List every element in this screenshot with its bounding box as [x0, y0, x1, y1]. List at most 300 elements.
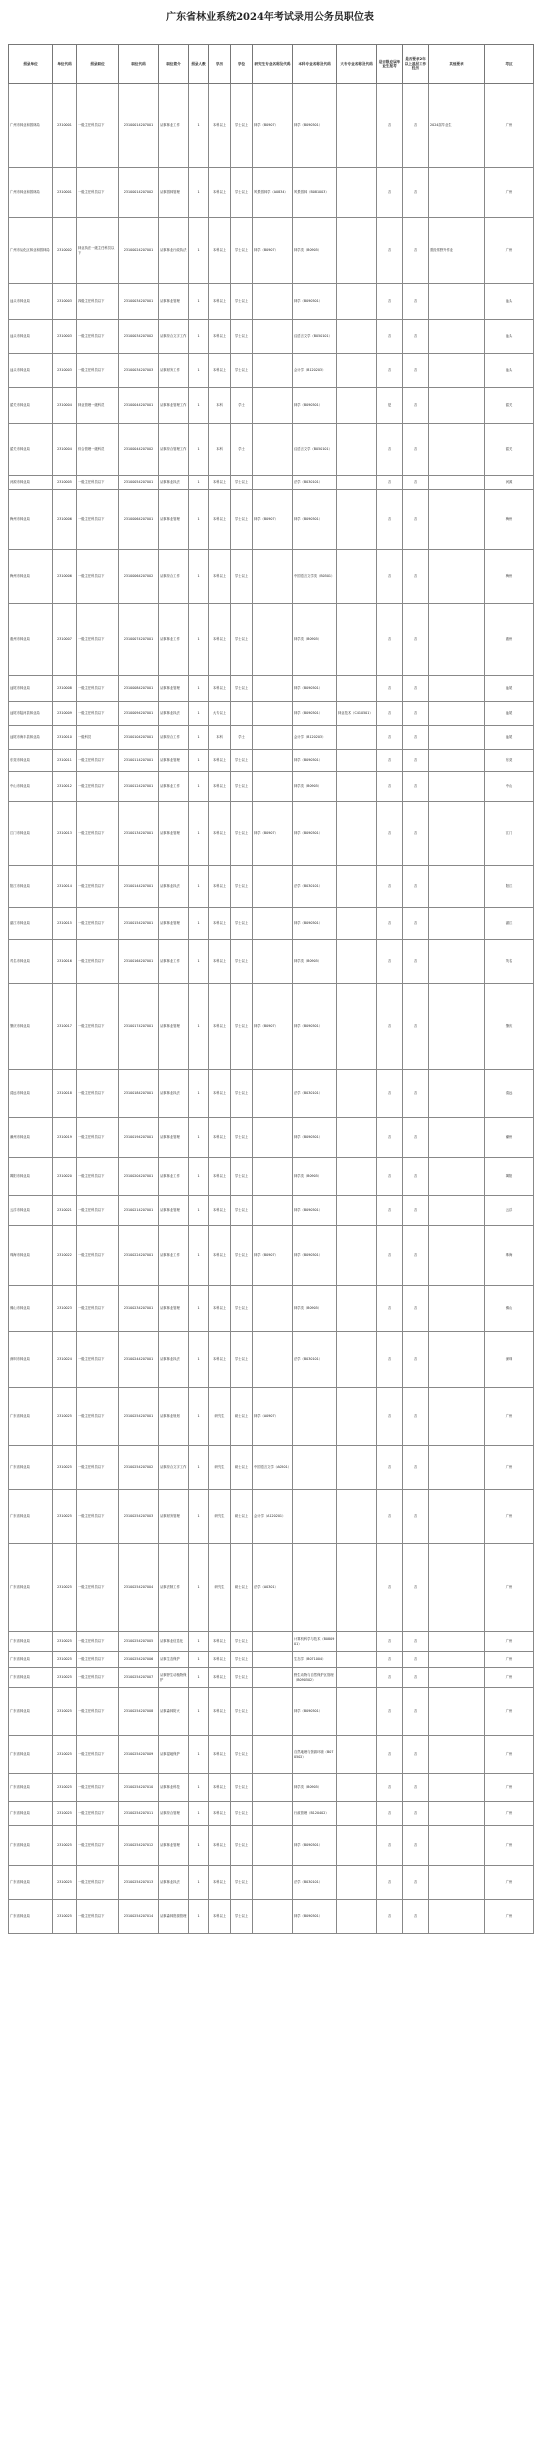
- cell-undergrad-major: [292, 354, 336, 388]
- cell-post: [76, 1668, 118, 1688]
- cell-count: [188, 1866, 208, 1900]
- cell-text: 23100174207001: [123, 1024, 154, 1029]
- cell-fresh-grad: [376, 284, 402, 320]
- cell-undergrad-major: [292, 866, 336, 908]
- table-row: [8, 424, 534, 476]
- cell-text: 2310009: [57, 711, 72, 716]
- cell-exam-area: [484, 1652, 534, 1668]
- cell-unit-code: [52, 1544, 76, 1632]
- cell-text: 一级主任科员以下: [78, 1465, 105, 1470]
- cell-post-code: [118, 1196, 158, 1226]
- cell-desc: [158, 1688, 188, 1736]
- cell-text: 广东省林业局: [10, 1785, 30, 1790]
- cell-text: 否: [413, 1709, 418, 1714]
- cell-other: [428, 750, 484, 772]
- cell-grassroots: [402, 1632, 428, 1652]
- cell-degree: [230, 772, 252, 802]
- cell-exam-area: [484, 1118, 534, 1158]
- cell-grassroots: [402, 1388, 428, 1446]
- cell-college-major: [336, 1446, 376, 1490]
- cell-count: [188, 1196, 208, 1226]
- cell-degree: [230, 1652, 252, 1668]
- cell-text: 否: [413, 403, 418, 408]
- cell-degree: [230, 1388, 252, 1446]
- cell-text: 东莞: [505, 758, 513, 763]
- cell-college-major: [336, 476, 376, 490]
- cell-undergrad-major: [292, 1632, 336, 1652]
- cell-post: [76, 750, 118, 772]
- cell-college-major: [336, 702, 376, 726]
- cell-fresh-grad: [376, 1866, 402, 1900]
- cell-text: 否: [387, 711, 392, 716]
- cell-unit: [8, 1774, 52, 1802]
- cell-college-major: [336, 802, 376, 866]
- cell-text: 2310003: [57, 299, 72, 304]
- cell-other: [428, 802, 484, 866]
- cell-count: [188, 1688, 208, 1736]
- cell-text: 一级主任科员以下: [78, 1514, 105, 1519]
- cell-text: 广州: [505, 190, 513, 195]
- cell-post: [76, 604, 118, 676]
- cell-undergrad-major: [292, 1070, 336, 1118]
- cell-text: 否: [387, 1811, 392, 1816]
- cell-text: 从事林业执法: [160, 884, 180, 889]
- cell-count: [188, 984, 208, 1070]
- cell-undergrad-major: [292, 476, 336, 490]
- cell-text: 云浮: [505, 1208, 513, 1213]
- cell-college-major: [336, 676, 376, 702]
- cell-text: 本科以上: [212, 1357, 227, 1362]
- cell-text: 2310025: [57, 1585, 72, 1590]
- cell-text: 1: [197, 1465, 200, 1470]
- cell-text: 佛山市林业局: [10, 1306, 30, 1311]
- cell-post-code: [118, 676, 158, 702]
- cell-text: 珠海市林业局: [10, 1253, 30, 1258]
- position-table: [8, 44, 534, 2448]
- cell-college-major: [336, 1866, 376, 1900]
- cell-desc: [158, 1774, 188, 1802]
- cell-text: 林学（B0907）: [254, 831, 278, 836]
- cell-text: 否: [387, 1414, 392, 1419]
- cell-text: 23100194207001: [123, 1135, 154, 1140]
- cell-college-major: [336, 1774, 376, 1802]
- cell-text: 2310015: [57, 921, 72, 926]
- cell-text: 学士以上: [234, 1306, 249, 1311]
- cell-post: [76, 1490, 118, 1544]
- cell-text: 本科以上: [212, 574, 227, 579]
- table-row: [8, 940, 534, 984]
- cell-undergrad-major: [292, 1900, 336, 1934]
- cell-text: 一级主任科员以下: [78, 517, 105, 522]
- cell-text: 一级主任科员以下: [78, 1091, 105, 1096]
- cell-education: [208, 388, 230, 424]
- cell-graduate-major: [252, 1826, 292, 1866]
- cell-post-code: [118, 1118, 158, 1158]
- cell-text: 林学类（B0905）: [294, 637, 322, 642]
- cell-text: 本科以上: [212, 1785, 227, 1790]
- cell-text: 江门: [505, 831, 513, 836]
- cell-undergrad-major: [292, 168, 336, 218]
- cell-education: [208, 84, 230, 168]
- cell-post: [76, 1544, 118, 1632]
- cell-other: [428, 1802, 484, 1826]
- cell-text: 1: [197, 1135, 200, 1140]
- cell-text: 否: [413, 1024, 418, 1029]
- cell-grassroots: [402, 604, 428, 676]
- cell-text: 否: [387, 1785, 392, 1790]
- cell-text: 一级科员: [78, 735, 92, 740]
- cell-text: 1: [197, 1639, 200, 1644]
- cell-education: [208, 802, 230, 866]
- cell-text: 2310003: [57, 368, 72, 373]
- cell-text: 野生动物与自然保护区管理（B090502）: [294, 1673, 334, 1682]
- cell-text: 一级主任科员以下: [78, 711, 105, 716]
- cell-post-code: [118, 354, 158, 388]
- cell-count: [188, 940, 208, 984]
- cell-desc: [158, 1286, 188, 1332]
- cell-graduate-major: [252, 476, 292, 490]
- cell-post-code: [118, 490, 158, 550]
- cell-text: 深圳: [505, 1357, 513, 1362]
- cell-other: [428, 354, 484, 388]
- table-row: [8, 702, 534, 726]
- cell-text: 林业执法一级主任科员以下: [78, 246, 115, 255]
- cell-text: 1: [197, 334, 200, 339]
- table-row: [8, 676, 534, 702]
- cell-grassroots: [402, 676, 428, 702]
- cell-unit: [8, 1668, 52, 1688]
- cell-text: 汕头: [505, 368, 513, 373]
- cell-text: 23100014207001: [123, 123, 154, 128]
- cell-unit-code: [52, 750, 76, 772]
- cell-text: 1: [197, 1208, 200, 1213]
- cell-undergrad-major: [292, 388, 336, 424]
- cell-desc: [158, 1866, 188, 1900]
- cell-other: [428, 424, 484, 476]
- cell-text: 硕士以上: [234, 1465, 249, 1470]
- cell-graduate-major: [252, 168, 292, 218]
- cell-text: 1: [197, 921, 200, 926]
- cell-count: [188, 1446, 208, 1490]
- cell-post: [76, 424, 118, 476]
- cell-post-code: [118, 84, 158, 168]
- cell-unit-code: [52, 218, 76, 284]
- cell-education: [208, 1490, 230, 1544]
- cell-grassroots: [402, 750, 428, 772]
- cell-text: 学士以上: [234, 784, 249, 789]
- cell-text: 否: [413, 1135, 418, 1140]
- cell-exam-area: [484, 1446, 534, 1490]
- table-row: [8, 1226, 534, 1286]
- cell-text: 否: [387, 299, 392, 304]
- cell-text: 梅州: [505, 517, 513, 522]
- cell-text: 本科: [216, 447, 223, 452]
- cell-text: 否: [387, 123, 392, 128]
- cell-unit-code: [52, 1688, 76, 1736]
- cell-fresh-grad: [376, 1774, 402, 1802]
- cell-exam-area: [484, 940, 534, 984]
- cell-text: 林学（B090501）: [294, 1208, 323, 1213]
- cell-post: [76, 320, 118, 354]
- cell-fresh-grad: [376, 750, 402, 772]
- cell-text: 惠州: [505, 637, 513, 642]
- cell-desc: [158, 84, 188, 168]
- cell-degree: [230, 1668, 252, 1688]
- cell-grassroots: [402, 550, 428, 604]
- cell-text: 从事财务工作: [160, 368, 180, 373]
- cell-college-major: [336, 84, 376, 168]
- cell-count: [188, 702, 208, 726]
- cell-college-major: [336, 354, 376, 388]
- cell-degree: [230, 1736, 252, 1774]
- table-row: [8, 284, 534, 320]
- cell-text: 一级主任科员以下: [78, 959, 105, 964]
- cell-text: 1: [197, 1843, 200, 1848]
- cell-text: 1: [197, 190, 200, 195]
- table-row: [8, 1490, 534, 1544]
- cell-text: 一级主任科员以下: [78, 1880, 105, 1885]
- cell-unit-code: [52, 320, 76, 354]
- cell-text: 从事林业工作: [160, 784, 180, 789]
- cell-text: 本科以上: [212, 784, 227, 789]
- cell-text: 林学（B0907）: [254, 1253, 278, 1258]
- cell-text: 一级主任科员以下: [78, 334, 105, 339]
- cell-text: 否: [387, 447, 392, 452]
- cell-exam-area: [484, 604, 534, 676]
- cell-other: [428, 1774, 484, 1802]
- cell-post: [76, 218, 118, 284]
- cell-text: 从事林业管理: [160, 831, 180, 836]
- cell-text: 23100254207010: [123, 1785, 154, 1790]
- cell-unit-code: [52, 940, 76, 984]
- cell-text: 学士: [238, 447, 245, 452]
- cell-text: 2310011: [57, 758, 72, 763]
- cell-degree: [230, 940, 252, 984]
- cell-text: 本科以上: [212, 921, 227, 926]
- cell-text: 2310008: [57, 686, 72, 691]
- cell-unit: [8, 284, 52, 320]
- header-col-unit-code: 单位代码: [52, 44, 76, 84]
- cell-post: [76, 354, 118, 388]
- table-row: [8, 84, 534, 168]
- cell-other: [428, 284, 484, 320]
- cell-text: 从事林业规划: [160, 1414, 180, 1419]
- cell-text: 1: [197, 758, 200, 763]
- cell-text: 本科: [216, 403, 223, 408]
- cell-fresh-grad: [376, 218, 402, 284]
- cell-graduate-major: [252, 726, 292, 750]
- cell-graduate-major: [252, 424, 292, 476]
- cell-text: 从事林业管理: [160, 517, 180, 522]
- cell-college-major: [336, 1652, 376, 1668]
- cell-text: 学士以上: [234, 334, 249, 339]
- cell-fresh-grad: [376, 1196, 402, 1226]
- cell-text: 学士: [238, 735, 245, 740]
- cell-graduate-major: [252, 1118, 292, 1158]
- cell-degree: [230, 168, 252, 218]
- cell-post: [76, 168, 118, 218]
- cell-text: 本科以上: [212, 1253, 227, 1258]
- cell-desc: [158, 1070, 188, 1118]
- cell-text: 河源市林业局: [10, 480, 30, 485]
- cell-text: 本科以上: [212, 334, 227, 339]
- cell-graduate-major: [252, 1070, 292, 1118]
- cell-text: 广州: [505, 1880, 513, 1885]
- cell-other: [428, 676, 484, 702]
- cell-text: 从事园林管理: [160, 190, 180, 195]
- cell-graduate-major: [252, 490, 292, 550]
- cell-exam-area: [484, 866, 534, 908]
- cell-post-code: [118, 702, 158, 726]
- cell-text: 广州: [505, 1414, 513, 1419]
- cell-text: 广州: [505, 1709, 513, 1714]
- cell-unit: [8, 424, 52, 476]
- cell-exam-area: [484, 354, 534, 388]
- cell-text: 否: [387, 368, 392, 373]
- table-row: [8, 1388, 534, 1446]
- cell-undergrad-major: [292, 908, 336, 940]
- cell-text: 学士: [238, 403, 245, 408]
- cell-text: 否: [387, 190, 392, 195]
- cell-grassroots: [402, 1866, 428, 1900]
- cell-text: 硕士以上: [234, 1414, 249, 1419]
- cell-text: 1: [197, 1657, 200, 1662]
- cell-graduate-major: [252, 1446, 292, 1490]
- cell-text: 汕头: [505, 334, 513, 339]
- cell-text: 林学（B090501）: [294, 711, 323, 716]
- cell-text: 否: [387, 1253, 392, 1258]
- cell-text: 2310025: [57, 1843, 72, 1848]
- cell-graduate-major: [252, 1652, 292, 1668]
- cell-exam-area: [484, 908, 534, 940]
- cell-unit-code: [52, 1196, 76, 1226]
- cell-text: 韶关: [505, 447, 513, 452]
- cell-unit-code: [52, 1802, 76, 1826]
- table-row: [8, 1070, 534, 1118]
- cell-text: 学士以上: [234, 1024, 249, 1029]
- cell-text: 广州市从化区林业和园林局: [10, 248, 50, 253]
- cell-education: [208, 1446, 230, 1490]
- cell-exam-area: [484, 168, 534, 218]
- cell-text: 一级主任科员以下: [78, 1811, 105, 1816]
- cell-text: 本科以上: [212, 123, 227, 128]
- cell-fresh-grad: [376, 1332, 402, 1388]
- cell-text: 学士以上: [234, 637, 249, 642]
- cell-count: [188, 1774, 208, 1802]
- table-row: [8, 1118, 534, 1158]
- cell-text: 否: [413, 921, 418, 926]
- cell-count: [188, 1632, 208, 1652]
- table-row: [8, 1652, 534, 1668]
- cell-post-code: [118, 1332, 158, 1388]
- cell-college-major: [336, 772, 376, 802]
- cell-undergrad-major: [292, 1802, 336, 1826]
- cell-text: 本科以上: [212, 1709, 227, 1714]
- cell-college-major: [336, 168, 376, 218]
- cell-text: 学士以上: [234, 1253, 249, 1258]
- cell-text: 1: [197, 831, 200, 836]
- cell-post: [76, 84, 118, 168]
- cell-college-major: [336, 1226, 376, 1286]
- cell-undergrad-major: [292, 490, 336, 550]
- cell-college-major: [336, 1826, 376, 1866]
- cell-degree: [230, 424, 252, 476]
- cell-text: 2310013: [57, 831, 72, 836]
- cell-other: [428, 1196, 484, 1226]
- cell-grassroots: [402, 320, 428, 354]
- cell-education: [208, 984, 230, 1070]
- cell-text: 1: [197, 711, 200, 716]
- cell-exam-area: [484, 1388, 534, 1446]
- table-row: [8, 1632, 534, 1652]
- cell-desc: [158, 1900, 188, 1934]
- cell-education: [208, 1118, 230, 1158]
- cell-unit-code: [52, 1736, 76, 1774]
- cell-desc: [158, 1736, 188, 1774]
- cell-text: 否: [413, 1514, 418, 1519]
- cell-post-code: [118, 866, 158, 908]
- cell-text: 否: [413, 1914, 418, 1919]
- cell-unit: [8, 984, 52, 1070]
- table-row: [8, 1196, 534, 1226]
- cell-text: 惠州市林业局: [10, 637, 30, 642]
- cell-grassroots: [402, 1900, 428, 1934]
- cell-text: 从事林业管理: [160, 758, 180, 763]
- cell-other: [428, 1286, 484, 1332]
- cell-desc: [158, 388, 188, 424]
- cell-text: 广州: [505, 1657, 513, 1662]
- cell-undergrad-major: [292, 1118, 336, 1158]
- cell-text: 东莞市林业局: [10, 758, 30, 763]
- cell-text: 否: [387, 1514, 392, 1519]
- cell-grassroots: [402, 218, 428, 284]
- cell-degree: [230, 750, 252, 772]
- cell-text: 23100084207001: [123, 686, 154, 691]
- cell-exam-area: [484, 1332, 534, 1388]
- cell-text: 林学类（B0905）: [294, 784, 322, 789]
- table-row: [8, 388, 534, 424]
- cell-unit-code: [52, 1866, 76, 1900]
- cell-text: 湛江: [505, 921, 513, 926]
- cell-text: 是: [387, 403, 392, 408]
- cell-fresh-grad: [376, 476, 402, 490]
- cell-text: 阳江: [505, 884, 513, 889]
- cell-graduate-major: [252, 354, 292, 388]
- cell-exam-area: [484, 702, 534, 726]
- cell-text: 一级主任科员以下: [78, 1208, 105, 1213]
- cell-fresh-grad: [376, 1286, 402, 1332]
- cell-college-major: [336, 1632, 376, 1652]
- cell-text: 硕士以上: [234, 1585, 249, 1590]
- cell-text: 2310001: [57, 190, 72, 195]
- cell-text: 否: [413, 1785, 418, 1790]
- cell-text: 否: [387, 637, 392, 642]
- cell-text: 否: [413, 1306, 418, 1311]
- cell-text: 本科: [216, 735, 223, 740]
- cell-desc: [158, 1226, 188, 1286]
- cell-text: 潮州市林业局: [10, 1135, 30, 1140]
- cell-post: [76, 1774, 118, 1802]
- table-row: [8, 1332, 534, 1388]
- cell-text: 从事综合工作: [160, 735, 180, 740]
- cell-graduate-major: [252, 1158, 292, 1196]
- cell-post-code: [118, 908, 158, 940]
- cell-graduate-major: [252, 676, 292, 702]
- cell-text: 广东省林业局: [10, 1465, 30, 1470]
- table-row: [8, 1446, 534, 1490]
- cell-text: 阳江市林业局: [10, 884, 30, 889]
- cell-text: 2310025: [57, 1639, 72, 1644]
